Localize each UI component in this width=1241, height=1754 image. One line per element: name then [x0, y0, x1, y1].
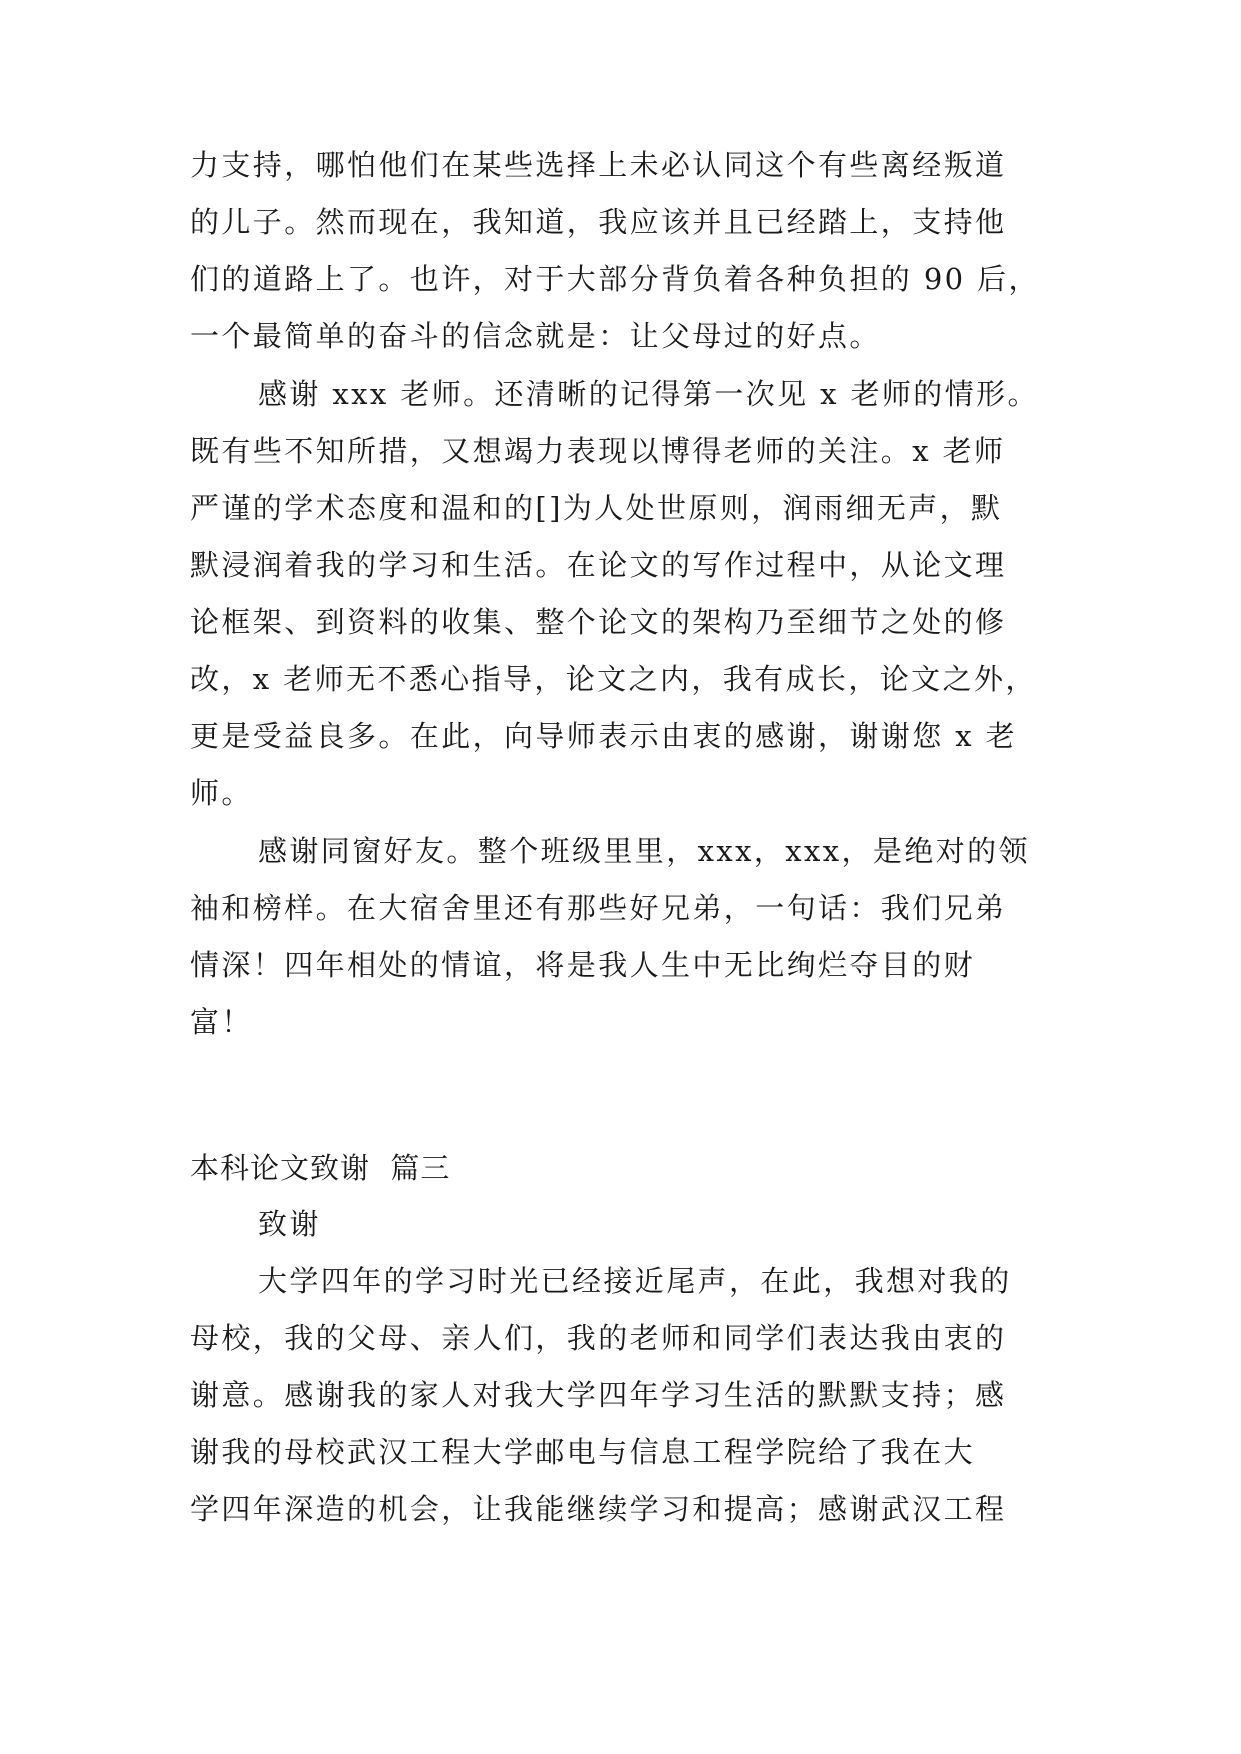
text-line: 改，x 老师无不悉心指导，论文之内，我有成长，论文之外， — [190, 662, 1037, 696]
text-line: 更是受益良多。在此，向导师表示由衷的感谢，谢谢您 x 老 — [190, 719, 1017, 753]
text-line: 感谢 xxx 老师。还清晰的记得第一次见 x 老师的情形。 — [258, 377, 1039, 411]
text-line: 论框架、到资料的收集、整个论文的架构乃至细节之处的修 — [190, 605, 1007, 639]
text-line: 严谨的学术态度和温和的[]为人处世原则，润雨细无声，默 — [190, 491, 1003, 525]
text-line: 力支持，哪怕他们在某些选择上未必认同这个有些离经叛道 — [190, 148, 1007, 182]
text-line: 谢我的母校武汉工程大学邮电与信息工程学院给了我在大 — [190, 1435, 976, 1469]
text-line: 默浸润着我的学习和生活。在论文的写作过程中，从论文理 — [190, 548, 1007, 582]
text-line: 母校，我的父母、亲人们，我的老师和同学们表达我由衷的 — [190, 1321, 1007, 1355]
text-line: 一个最简单的奋斗的信念就是：让父母过的好点。 — [190, 319, 881, 353]
text-line: 们的道路上了。也许，对于大部分背负着各种负担的 90 后， — [190, 262, 1040, 296]
section-heading: 致谢 — [258, 1207, 321, 1241]
paragraph-family-support — [190, 137, 1050, 365]
text-line: 大学四年的学习时光已经接近尾声，在此，我想对我的 — [258, 1264, 1012, 1298]
paragraph-thanks-teacher — [190, 366, 1050, 822]
text-line: 袖和榜样。在大宿舍里还有那些好兄弟，一句话：我们兄弟 — [190, 891, 1007, 925]
section-body — [190, 1196, 1050, 1538]
paragraph-thanks-classmates — [190, 823, 1050, 1051]
text-line: 感谢同窗好友。整个班级里里，xxx，xxx，是绝对的领 — [258, 834, 1030, 868]
text-line: 既有些不知所措，又想竭力表现以博得老师的关注。x 老师 — [190, 434, 1006, 468]
text-line: 富！ — [190, 1005, 253, 1039]
text-line: 谢意。感谢我的家人对我大学四年学习生活的默默支持；感 — [190, 1378, 1007, 1412]
text-line: 情深！四年相处的情谊，将是我人生中无比绚烂夺目的财 — [190, 948, 976, 982]
section-title: 本科论文致谢 篇三 — [190, 1151, 451, 1185]
text-line: 师。 — [190, 776, 253, 810]
text-line: 的儿子。然而现在，我知道，我应该并且已经踏上，支持他 — [190, 205, 1007, 239]
section-title-block — [190, 1140, 1050, 1197]
text-line: 学四年深造的机会，让我能继续学习和提高；感谢武汉工程 — [190, 1492, 1007, 1526]
